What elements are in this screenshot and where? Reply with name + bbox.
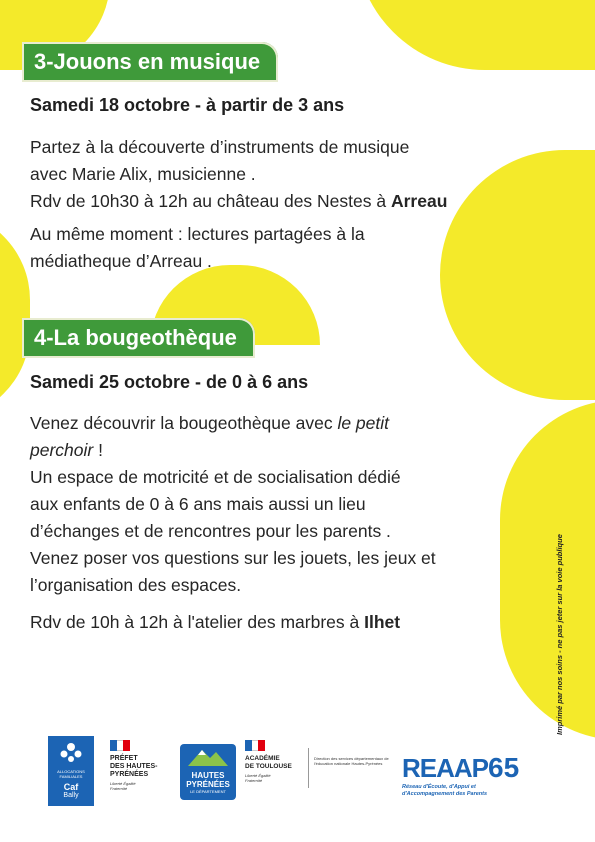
yellow-shape-left: [0, 210, 30, 420]
section-3-line-3: [30, 188, 550, 215]
section-3-date: Samedi 18 octobre - à partir de 3 ans: [30, 95, 345, 115]
reaap-tagline-2: d'Accompagnement des Parents: [402, 791, 488, 797]
section-3-rdv-text: Rdv de 10h30 à 12h au château des Nestes à: [30, 191, 391, 211]
reaap-wordmark: [402, 752, 542, 784]
caf-logo: [48, 736, 94, 806]
marianne-icon: [110, 740, 130, 751]
reaap-name: REAAP: [402, 753, 489, 783]
partner-logos: [0, 730, 595, 820]
section-4-rdv-place: Ilhet: [364, 612, 401, 632]
hp-line-3: LE DÉPARTEMENT: [190, 789, 226, 794]
section-4-title: 4-La bougeothèque: [22, 318, 255, 358]
prefet-line-2: DES HAUTES-: [110, 763, 158, 770]
section-4-line-7: l’organisation des espaces.: [30, 575, 242, 595]
hp-line-1: HAUTES: [191, 771, 225, 780]
section-4-rdv-text: Rdv de 10h à 12h à l'atelier des marbres à: [30, 612, 365, 632]
section-3-rdv-place: Arreau: [390, 191, 448, 211]
section-3-line-5: médiatheque d’Arreau .: [30, 251, 212, 271]
logo-divider: [308, 748, 309, 788]
section-3-title: 3-Jouons en musique: [22, 42, 278, 82]
section-4-line-4: aux enfants de 0 à 6 ans mais aussi un lieu: [30, 494, 366, 514]
caf-sub: Bally: [63, 792, 79, 799]
academie-line-2: DE TOULOUSE: [245, 763, 292, 770]
direction-text: Direction des services départementaux de l'éducation nationale Hautes-Pyrénées: [314, 756, 389, 766]
section-4-line-1-italic: le petit: [337, 413, 390, 433]
marianne-icon-2: [245, 740, 265, 751]
prefet-logo: [110, 740, 180, 791]
caf-name: Caf: [63, 782, 79, 792]
section-4-line-2: [30, 437, 555, 464]
caf-top-text: ALLOCATIONS FAMILIALES: [57, 769, 85, 779]
prefet-motto: Liberté Égalité Fraternité: [110, 781, 136, 791]
hautes-pyrenees-logo: [180, 744, 236, 800]
section-3-line-4: Au même moment : lectures partagées à la: [30, 224, 365, 244]
caf-emblem-icon: [56, 740, 86, 764]
section-4-line-6: Venez poser vos questions sur les jouets, les jeux et: [30, 548, 436, 568]
section-4-line-2-text: !: [93, 440, 103, 460]
section-4-date: Samedi 25 octobre - de 0 à 6 ans: [30, 372, 309, 392]
mountain-icon: [188, 748, 228, 766]
reaap-logo: [402, 752, 542, 798]
academie-line-1: ACADÉMIE: [245, 755, 280, 762]
academie-logo: [245, 740, 309, 783]
reaap-tagline-1: Réseau d'Écoute, d'Appui et: [402, 784, 476, 790]
hp-line-2: PYRÉNÉES: [186, 780, 230, 789]
section-3-line-1: Partez à la découverte d’instruments de musique: [30, 137, 410, 157]
prefet-line-1: PRÉFET: [110, 755, 138, 762]
section-4-line-2-italic: perchoir: [30, 440, 94, 460]
prefet-line-3: PYRÉNÉES: [110, 771, 149, 778]
section-4-line-3: Un espace de motricité et de socialisation dédié: [30, 467, 401, 487]
section-4-line-5: d’échanges et de rencontres pour les parents .: [30, 521, 391, 541]
yellow-shape-top-right: [355, 0, 595, 70]
section-4-line-1: [30, 410, 555, 437]
section-4-line-1-text: Venez découvrir la bougeothèque avec: [30, 413, 338, 433]
section-3-line-2: avec Marie Alix, musicienne .: [30, 164, 256, 184]
section-4-rdv: [30, 609, 555, 636]
reaap-number: 65: [488, 752, 520, 783]
section-3-body: [30, 134, 550, 275]
section-4-body: [30, 410, 555, 636]
academie-motto: Liberté Égalité Fraternité: [245, 773, 271, 783]
print-notice: Imprimé par nos soins - ne pas jeter sur la voie publique: [555, 534, 564, 735]
